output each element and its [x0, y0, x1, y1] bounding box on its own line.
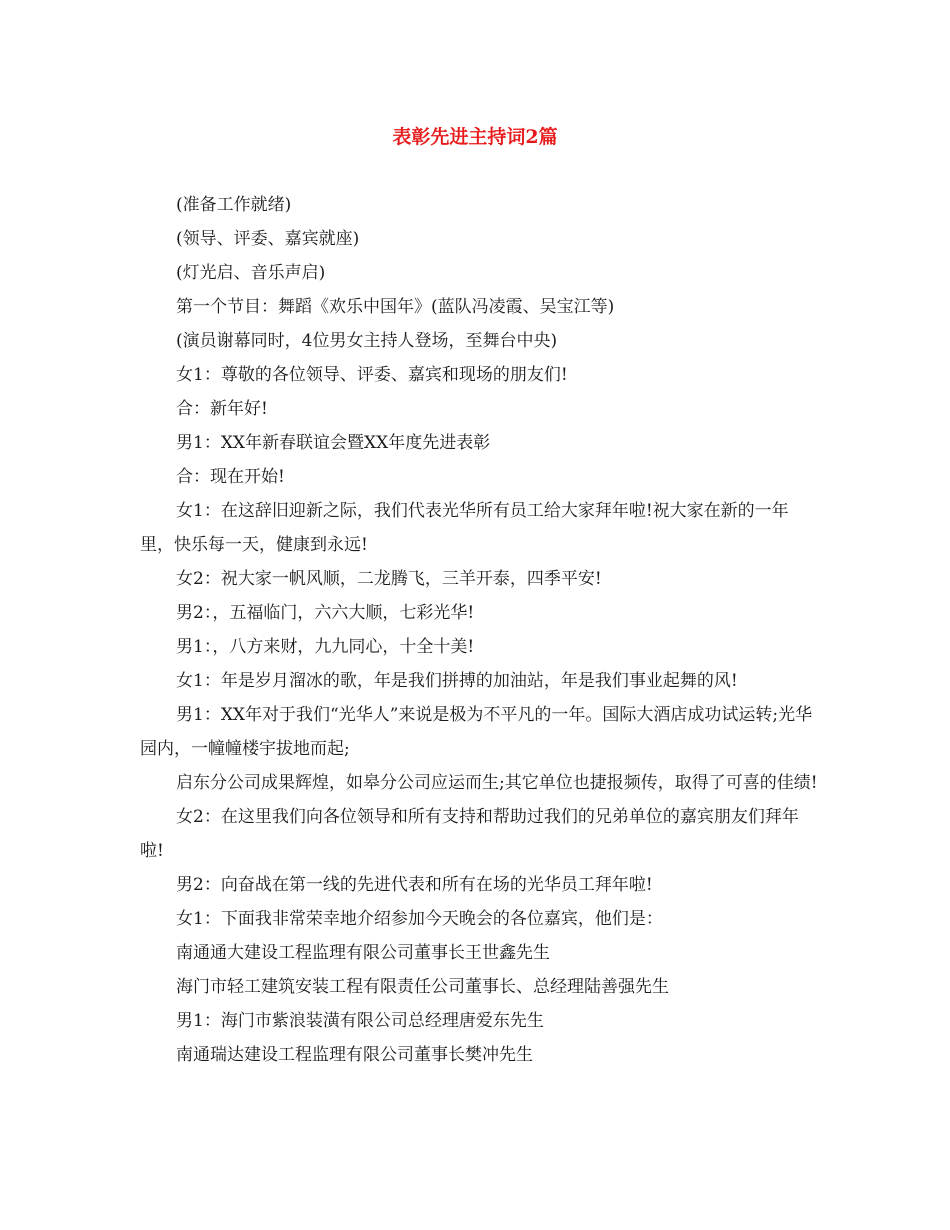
paragraph: 女1：下面我非常荣幸地介绍参加今天晚会的各位嘉宾，他们是：	[176, 909, 663, 929]
paragraph: 女2：祝大家一帆风顺，二龙腾飞，三羊开泰，四季平安!	[176, 569, 602, 589]
paragraph: (准备工作就绪)	[176, 195, 292, 215]
paragraph: 男1：XX年新春联谊会暨XX年度先进表彰	[176, 433, 491, 453]
paragraph: 男2：，五福临门，六六大顺，七彩光华!	[176, 603, 475, 623]
paragraph: (演员谢幕同时，4位男女主持人登场，至舞台中央)	[176, 331, 558, 351]
paragraph: 男1：XX年对于我们“光华人”来说是极为不平凡的一年。国际大酒店成功试运转;光华园内，一幢幢楼宇拔地而起;	[140, 705, 813, 759]
paragraph: 男2：向奋战在第一线的先进代表和所有在场的光华员工拜年啦!	[176, 875, 653, 895]
document-body	[140, 188, 820, 1072]
paragraph: 男1：海门市紫浪装潢有限公司总经理唐爱东先生	[176, 1011, 544, 1031]
document-title: 表彰先进主持词2篇	[392, 126, 558, 148]
paragraph: 男1：，八方来财，九九同心，十全十美!	[176, 637, 475, 657]
paragraph: 女1：年是岁月溜冰的歌，年是我们拼搏的加油站，年是我们事业起舞的风!	[176, 671, 738, 691]
paragraph: 合：新年好!	[176, 399, 268, 419]
paragraph: 南通瑞达建设工程监理有限公司董事长樊冲先生	[176, 1045, 533, 1065]
paragraph: 女1：在这辞旧迎新之际，我们代表光华所有员工给大家拜年啦!祝大家在新的一年里，快乐每一天，健康到永远!	[140, 501, 789, 555]
paragraph: (领导、评委、嘉宾就座)	[176, 229, 360, 249]
paragraph: (灯光启、音乐声启)	[176, 263, 326, 283]
paragraph: 女2：在这里我们向各位领导和所有支持和帮助过我们的兄弟单位的嘉宾朋友们拜年啦!	[140, 807, 799, 861]
paragraph: 南通通大建设工程监理有限公司董事长王世鑫先生	[176, 943, 550, 963]
paragraph: 启东分公司成果辉煌，如皋分公司应运而生;其它单位也捷报频传，取得了可喜的佳绩!	[176, 773, 818, 793]
paragraph: 第一个节目：舞蹈《欢乐中国年》(蓝队冯凌霞、吴宝江等)	[176, 297, 615, 317]
paragraph: 合：现在开始!	[176, 467, 285, 487]
paragraph: 女1：尊敬的各位领导、评委、嘉宾和现场的朋友们!	[176, 365, 568, 385]
paragraph: 海门市轻工建筑安装工程有限责任公司董事长、总经理陆善强先生	[176, 977, 669, 997]
